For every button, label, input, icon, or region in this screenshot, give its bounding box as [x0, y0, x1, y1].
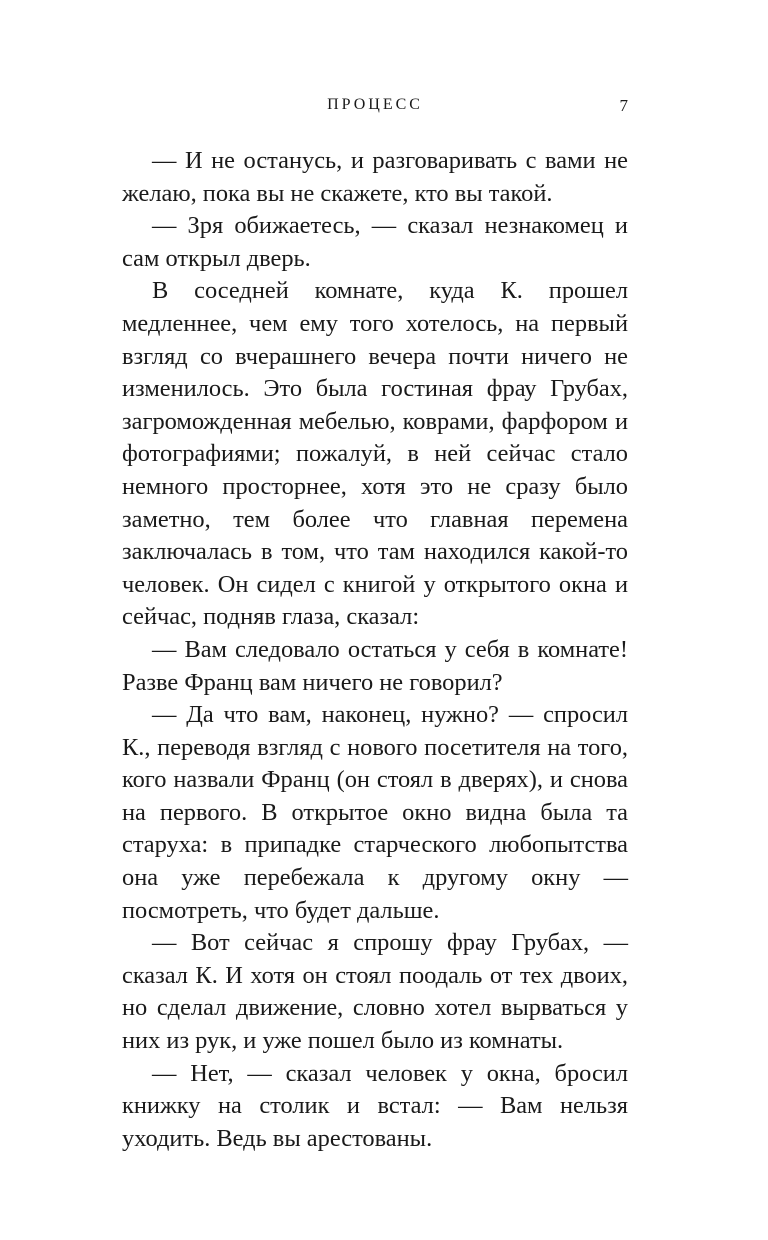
paragraph: — И не останусь, и разговаривать с вами не желаю, пока вы не скажете, кто вы такой.: [122, 147, 628, 207]
paragraph: — Зря обижаетесь, — сказал незнакомец и сам открыл дверь.: [122, 212, 628, 272]
page-number: 7: [619, 96, 628, 115]
paragraph: — Вот сейчас я спрошу фрау Грубах, — сказал К. И хотя он стоял поодаль от тех двоих, но сделал движение, словно хотел вырваться у них из рук, и уже пошел было из комнаты.: [122, 929, 628, 1055]
running-title: ПРОЦЕСС: [327, 96, 423, 113]
paragraph: В соседней комнате, куда К. прошел медленнее, чем ему того хотелось, на первый взгляд со вчерашнего вечера почти ничего не изменилось. Это была гостиная фрау Грубах, загроможденная мебелью, коврами, фарфором и фотографиями; пожалуй, в ней сейчас стало немного просторнее, хотя это не сразу было заметно, тем более что главная перемена заключалась в том, что там находился какой-то человек. Он сидел с книгой у открытого окна и сейчас, подняв глаза, сказал:: [122, 277, 628, 631]
running-head: [122, 96, 628, 120]
body-text: [122, 145, 628, 1155]
paragraph: — Нет, — сказал человек у окна, бросил книжку на столик и встал: — Вам нельзя уходить. Ведь вы арестованы.: [122, 1059, 628, 1152]
paragraph: — Вам следовало остаться у себя в комнате! Разве Франц вам ничего не говорил?: [122, 635, 628, 696]
paragraph: — Да что вам, наконец, нужно? — спросил К., переводя взгляд с нового посетителя на того, кого назвали Франц (он стоял в дверях), и снова на первого. В открытое окно видна была та старуха: в припадке старческого любопытства она уже перебежала к другому окну — посмотреть, что будет дальше.: [122, 701, 628, 924]
